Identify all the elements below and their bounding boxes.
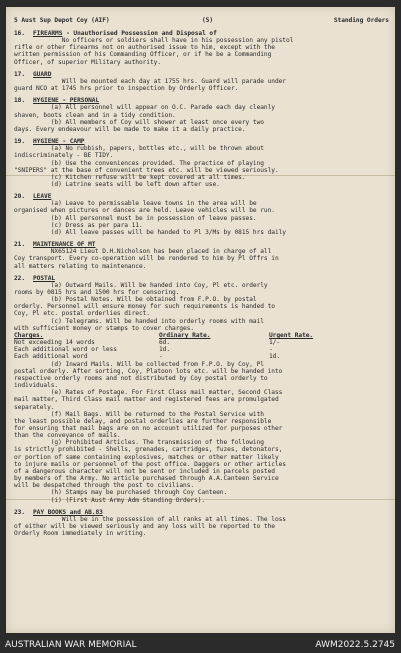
text-line: to injure mails or personnel of the post office. Daggers or other articles <box>14 460 286 468</box>
text-line: guard NCO at 1745 hrs prior to inspection by Orderly Officer. <box>14 85 239 93</box>
section-number: 18. <box>14 97 26 105</box>
page-number: (5) <box>202 17 214 24</box>
text-line: with sufficient money or stamps to cover charges. <box>14 324 195 332</box>
section-heading: GUARD <box>33 70 52 78</box>
section <box>14 97 391 133</box>
text-line: (f) Mail Bags. Will be returned to the Postal Service with <box>14 410 264 418</box>
section <box>14 193 391 236</box>
text-line: (b) All members of Coy will shower at least once every two <box>14 118 264 126</box>
unit-name: 5 Aust Sup Depot Coy (AIF) <box>14 17 110 24</box>
rates-cell: - <box>269 346 273 354</box>
section-heading: LEAVE <box>33 193 52 201</box>
archive-footer <box>0 639 401 653</box>
section-number: 17. <box>14 70 26 78</box>
text-line: rifle or other firearms not on authorised issue to him, except with the <box>14 44 275 52</box>
rates-cell: 1d. <box>159 346 171 354</box>
section-number: 16. <box>14 30 26 37</box>
section-heading: HYGIENE - CAMP <box>33 138 85 146</box>
text-line: orderly. Personnel will ensure money for such requirements is handed to <box>14 303 275 311</box>
section-heading: PAY BOOKS and AB.83 <box>33 508 103 516</box>
text-line: (d) Latrine seats will be left down after use. <box>14 180 220 188</box>
text-line: by members of the Army. No article purchased through A.A.Canteen Service <box>14 475 279 483</box>
text-line: for ensuring that mail bags are on no account utilized for purposes other <box>14 424 283 432</box>
text-line: (e) Rates of Postage. For First Class mail matter, Second Class <box>14 389 283 397</box>
text-line: (c) Kitchen refuse will be kept covered at all times. <box>14 173 246 181</box>
section-heading: POSTAL <box>33 274 56 282</box>
rates-cell: Not exceeding 14 words <box>14 339 95 347</box>
text-line: days. Every endeavour will be made to make it a daily practice. <box>14 125 246 133</box>
section <box>14 30 391 66</box>
text-line: the least possible delay, and postal orderlies are further responsible <box>14 417 272 425</box>
rates-cell: Each additional word <box>14 353 88 361</box>
text-line: (b) Use the conveniences provided. The practice of playing <box>14 159 264 167</box>
postal-text <box>14 282 391 332</box>
section-number: 22. <box>14 274 26 282</box>
section-postal <box>14 275 391 504</box>
text-line: rooms by 0815 hrs and 1500 hrs for censoring. <box>14 289 180 296</box>
section-subtitle: - Unauthorised Possession and Disposal of <box>62 30 217 37</box>
section-title <box>14 509 391 516</box>
text-line: is strictly prohibited - Shells, grenades, cartridges, fuzes, detonators, <box>14 446 283 454</box>
archive-id: AWM2022.5.2745 <box>315 640 395 650</box>
text-line: Coy, Pl etc. postal orderlies direct. <box>14 310 150 318</box>
section-heading: FIREARMS <box>33 30 63 37</box>
section-title <box>14 241 391 248</box>
text-line: respective orderly rooms and not distributed by Coy postal orderly to <box>14 374 268 382</box>
sections-container <box>14 30 391 270</box>
text-line: individuals. <box>14 382 59 390</box>
text-line: (d) Inward Mails. Will be collected from F.P.O. by Coy, Pl <box>14 360 264 368</box>
section-heading: MAINTENANCE OF MT <box>33 241 96 249</box>
text-line: Will be in the possession of all ranks at all times. The loss <box>14 515 286 523</box>
text-line: Orderly Room immediately in writing. <box>14 530 147 538</box>
document-page <box>6 7 395 633</box>
text-line: Will be mounted each day at 1755 hrs. Guard will parade under <box>14 77 286 85</box>
text-line: will be despatched through the post to civilians. <box>14 482 195 490</box>
text-line: (i) (First Aust Army Adm Standing Orders). <box>14 496 206 504</box>
section-title <box>14 97 391 104</box>
section-title <box>14 30 391 37</box>
text-line: indiscriminately - BE TIDY. <box>14 152 114 160</box>
text-line: (a) Leave to permissable leave towns in the area will be <box>14 200 257 208</box>
rates-cell: Each additional word or less <box>14 346 117 354</box>
text-line: (b) All personnel must be in possession of leave passes. <box>14 214 257 222</box>
text-line: or portion of same containing explosives, matches or other matter likely <box>14 453 279 461</box>
rates-cell: 1/- <box>269 339 281 347</box>
text-line: (h) Stamps may be purchased through Coy Canteen. <box>14 489 228 497</box>
section <box>14 138 391 188</box>
text-line: (a) No rubbish, papers, bottles etc., will be thrown about <box>14 145 264 153</box>
text-line: all matters relating to maintenance. <box>14 262 147 270</box>
text-line: of either will be viewed seriously and any loss will be reported to the <box>14 523 275 530</box>
document-text <box>14 17 391 542</box>
rates-cell: - <box>159 353 163 361</box>
rates-row <box>14 339 313 346</box>
text-line: (d) All leave passes will be handed to Pl 3/Ms by 0815 hrs daily <box>14 228 286 236</box>
text-line: (b) Postal Notes. Will be obtained from F.P.O. by postal <box>14 296 257 304</box>
text-line: "SNIPERS" at the base of convenient trees etc. will be viewed seriously. <box>14 166 279 174</box>
section-title <box>14 193 391 200</box>
section-number: 19. <box>14 138 26 146</box>
rates-cell: 6d. <box>159 339 171 347</box>
rates-header: Ordinary Rate. <box>159 331 211 339</box>
telegram-rates-table <box>14 332 313 361</box>
text-line: than the conveyance of mails. <box>14 432 121 440</box>
rates-header: Urgent Rate. <box>269 331 314 339</box>
document-title: Standing Orders <box>333 17 389 24</box>
section-number: 21. <box>14 241 26 249</box>
section-number: 23. <box>14 508 26 516</box>
rates-cell: 1d. <box>269 353 281 361</box>
rates-row <box>14 346 313 353</box>
rates-body <box>14 339 313 360</box>
text-line: of a dangerous character will not be sent or included in parcels posted <box>14 467 275 475</box>
text-line: postal orderly. After sorting, Coy, Platoon lots etc. will be handed into <box>14 367 283 375</box>
text-line: (c) Dress as per para 11. <box>14 221 143 229</box>
page-header <box>14 17 391 26</box>
text-line: (c) Telegrams. Will be handed into orderly rooms with mail <box>14 317 264 325</box>
section-number: 20. <box>14 193 26 201</box>
text-line: (a) Outward Mails. Will be handed into Coy, Pl etc. orderly <box>14 281 268 289</box>
text-line: separately. <box>14 403 55 411</box>
section-title <box>14 71 391 78</box>
postal-text <box>14 361 391 504</box>
text-line: NX65124 Lieut D.H.Nicholson has been placed in charge of all <box>14 248 272 256</box>
archive-name: AUSTRALIAN WAR MEMORIAL <box>5 640 137 650</box>
text-line: No officers or soldiers shall have in his possession any pistol <box>14 37 294 45</box>
text-line: (g) Prohibited Articles. The transmission of the following <box>14 439 264 447</box>
section-pay-books <box>14 509 391 538</box>
text-line: written permission of his Commanding Officer, or if he be a Commanding <box>14 51 272 59</box>
section <box>14 71 391 92</box>
rates-row <box>14 353 313 360</box>
text-line: organised when pictures or dances are held. Leave vehicles will be run. <box>14 207 275 215</box>
section-heading: HYGIENE - PERSONAL <box>33 97 100 105</box>
rates-header-row <box>14 332 313 339</box>
rates-header: Charges. <box>14 331 44 339</box>
text-line: Officer, of superior Military authority. <box>14 58 162 66</box>
text-line: (a) All personnel will appear on O.C. Parade each day cleanly <box>14 104 275 112</box>
section <box>14 241 391 270</box>
text-line: shaven, boots clean and in a tidy condition. <box>14 111 176 119</box>
section-title <box>14 275 391 282</box>
text-line: mail matter, Third Class mail matter and registered fees are promulgated <box>14 396 279 404</box>
text-line: Coy transport. Every co-operation will be rendered to him by Pl Offrs in <box>14 255 279 263</box>
section-text <box>14 516 391 537</box>
section-title <box>14 138 391 145</box>
